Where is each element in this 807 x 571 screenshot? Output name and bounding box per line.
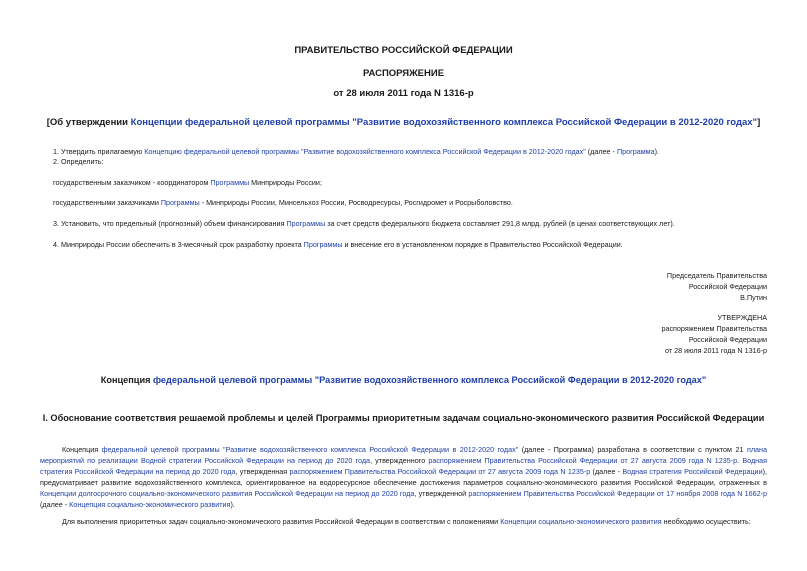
approval-block: [467, 312, 767, 356]
signature-line-2: Российской Федерации: [688, 282, 767, 291]
b1-text-h: , утвержденной: [414, 489, 469, 498]
approval-line-3: Российской Федерации: [688, 335, 767, 344]
paragraph-2: 2. Определить:: [53, 157, 104, 166]
p6-text-b: и внесение его в установленном порядке в Правительство Российской Федерации.: [342, 240, 623, 249]
p3-text-b: Минприроды России;: [249, 178, 322, 187]
p5-text-b: за счет средств федерального бюджета составляет 291,8 млрд. рублей (в ценах соответствующих лет).: [325, 219, 675, 228]
paragraph-6: [53, 240, 773, 249]
p1-text-b: (далее -: [585, 147, 617, 156]
approval-line-2: распоряжением Правительства: [661, 324, 767, 333]
signature-line-3: В.Путин: [740, 293, 767, 302]
p6-program-link[interactable]: Программы: [303, 240, 343, 249]
p5-text: 3. Установить, что предельный (прогнозный) объем финансирования: [53, 219, 287, 228]
document-title: [0, 117, 807, 128]
b1-long-term-concept-link[interactable]: Концепции долгосрочного социально-экономического развития Российской Федерации на период до 2020 года: [40, 489, 415, 498]
p3-text: государственным заказчиком - координатором: [53, 178, 211, 187]
p4-text-b: - Минприроды России, Минсельхоз России, Росводресурсы, Росгидромет и Росрыболовство.: [199, 198, 513, 207]
b1-text-i: (далее -: [40, 500, 70, 509]
b1-water-strategy-link[interactable]: Водная стратегия Российской Федерации на период до 2020 года: [40, 456, 767, 476]
signature-block: [467, 270, 767, 303]
b2-text-a: Для выполнения приоритетных задач социально-экономического развития Российской Федерации в соответствии с положениями: [62, 517, 501, 526]
p1-program-link[interactable]: Программа: [616, 147, 655, 156]
document-date: от 28 июля 2011 года N 1316-р: [333, 88, 474, 99]
title-concept-link[interactable]: Концепции федеральной целевой программы "Развитие водохозяйственного комплекса Российской Федерации в 2012-2020 годах": [130, 117, 758, 128]
b2-socioeconomic-concept-link[interactable]: Концепции социально-экономического развития: [500, 517, 662, 526]
concept-body-paragraph-1: [40, 444, 767, 510]
p4-text: государственными заказчиками: [53, 198, 161, 207]
p1-text: 1. Утвердить прилагаемую: [53, 147, 145, 156]
b1-water-strategy-short-link[interactable]: Водная стратегия Российской Федерации: [622, 467, 763, 476]
concept-title: [0, 375, 807, 385]
p5-program-link[interactable]: Программы: [286, 219, 326, 228]
paragraph-1: [53, 147, 773, 156]
paragraph-4: [53, 198, 773, 207]
document-type: РАСПОРЯЖЕНИЕ: [362, 68, 445, 79]
concept-body-paragraph-2: [40, 516, 767, 527]
section-1-heading: I. Обоснование соответствия решаемой проблемы и целей Программы приоритетным задачам социально-экономического развития Российской Федерации: [42, 413, 765, 423]
government-heading: ПРАВИТЕЛЬСТВО РОССИЙСКОЙ ФЕДЕРАЦИИ: [294, 45, 513, 56]
b1-order-1235-link[interactable]: распоряжением Правительства Российской Федерации от 27 августа 2009 года N 1235-р: [428, 456, 738, 465]
p1-concept-link[interactable]: Концепцию федеральной целевой программы "Развитие водохозяйственного комплекса Российской Федерации в 2012-2020 годах": [144, 147, 586, 156]
b1-text-b: (далее - Программа) разработана в соответствии с пунктом 21: [518, 445, 747, 454]
p1-text-c: ).: [654, 147, 660, 156]
b1-text-e: , утвержденная: [235, 467, 290, 476]
title-bracket-open: [Об утверждении: [46, 117, 131, 128]
approval-line-1: УТВЕРЖДЕНА: [717, 313, 767, 322]
concept-title-text: Концепция: [100, 375, 154, 385]
b1-program-link[interactable]: федеральной целевой программы "Развитие водохозяйственного комплекса Российской Федерации в 2012-2020 годах": [101, 445, 519, 454]
paragraph-3: [53, 178, 773, 187]
p6-text: 4. Минприроды России обеспечить в 3-месячный срок разработку проекта: [53, 240, 304, 249]
title-bracket-close: ]: [757, 117, 761, 128]
b1-text-d: .: [737, 456, 743, 465]
b1-socioeconomic-concept-link[interactable]: Концепция социально-экономического развития: [69, 500, 231, 509]
p4-program-link[interactable]: Программы: [160, 198, 200, 207]
p3-program-link[interactable]: Программы: [210, 178, 250, 187]
b1-text-a: Концепция: [62, 445, 102, 454]
b1-order-1662-link[interactable]: распоряжением Правительства Российской Федерации от 17 ноября 2008 года N 1662-р: [468, 489, 767, 498]
b2-text-b: необходимо осуществить:: [661, 517, 751, 526]
b1-order-1235-link-2[interactable]: распоряжением Правительства Российской Федерации от 27 августа 2009 года N 1235-р: [289, 467, 591, 476]
approval-line-4: от 28 июля 2011 года N 1316-р: [665, 346, 767, 355]
b1-text-g: ), предусматривает развитие водохозяйственного комплекса, ориентированное на водоресурсное обеспечение достижения параметров социально-экономического развития Российской Федерации, отраженных в: [40, 467, 767, 487]
b1-text-c: , утвержденного: [370, 456, 429, 465]
b1-text-f: (далее -: [590, 467, 623, 476]
concept-title-link[interactable]: федеральной целевой программы "Развитие водохозяйственного комплекса Российской Федерации в 2012-2020 годах": [153, 375, 707, 385]
b1-text-j: ).: [230, 500, 235, 509]
b1-action-plan-link[interactable]: плана мероприятий по реализации Водной стратегии Российской Федерации на период до 2020 года: [40, 445, 767, 465]
paragraph-5: [53, 219, 773, 228]
signature-line-1: Председатель Правительства: [666, 271, 767, 280]
